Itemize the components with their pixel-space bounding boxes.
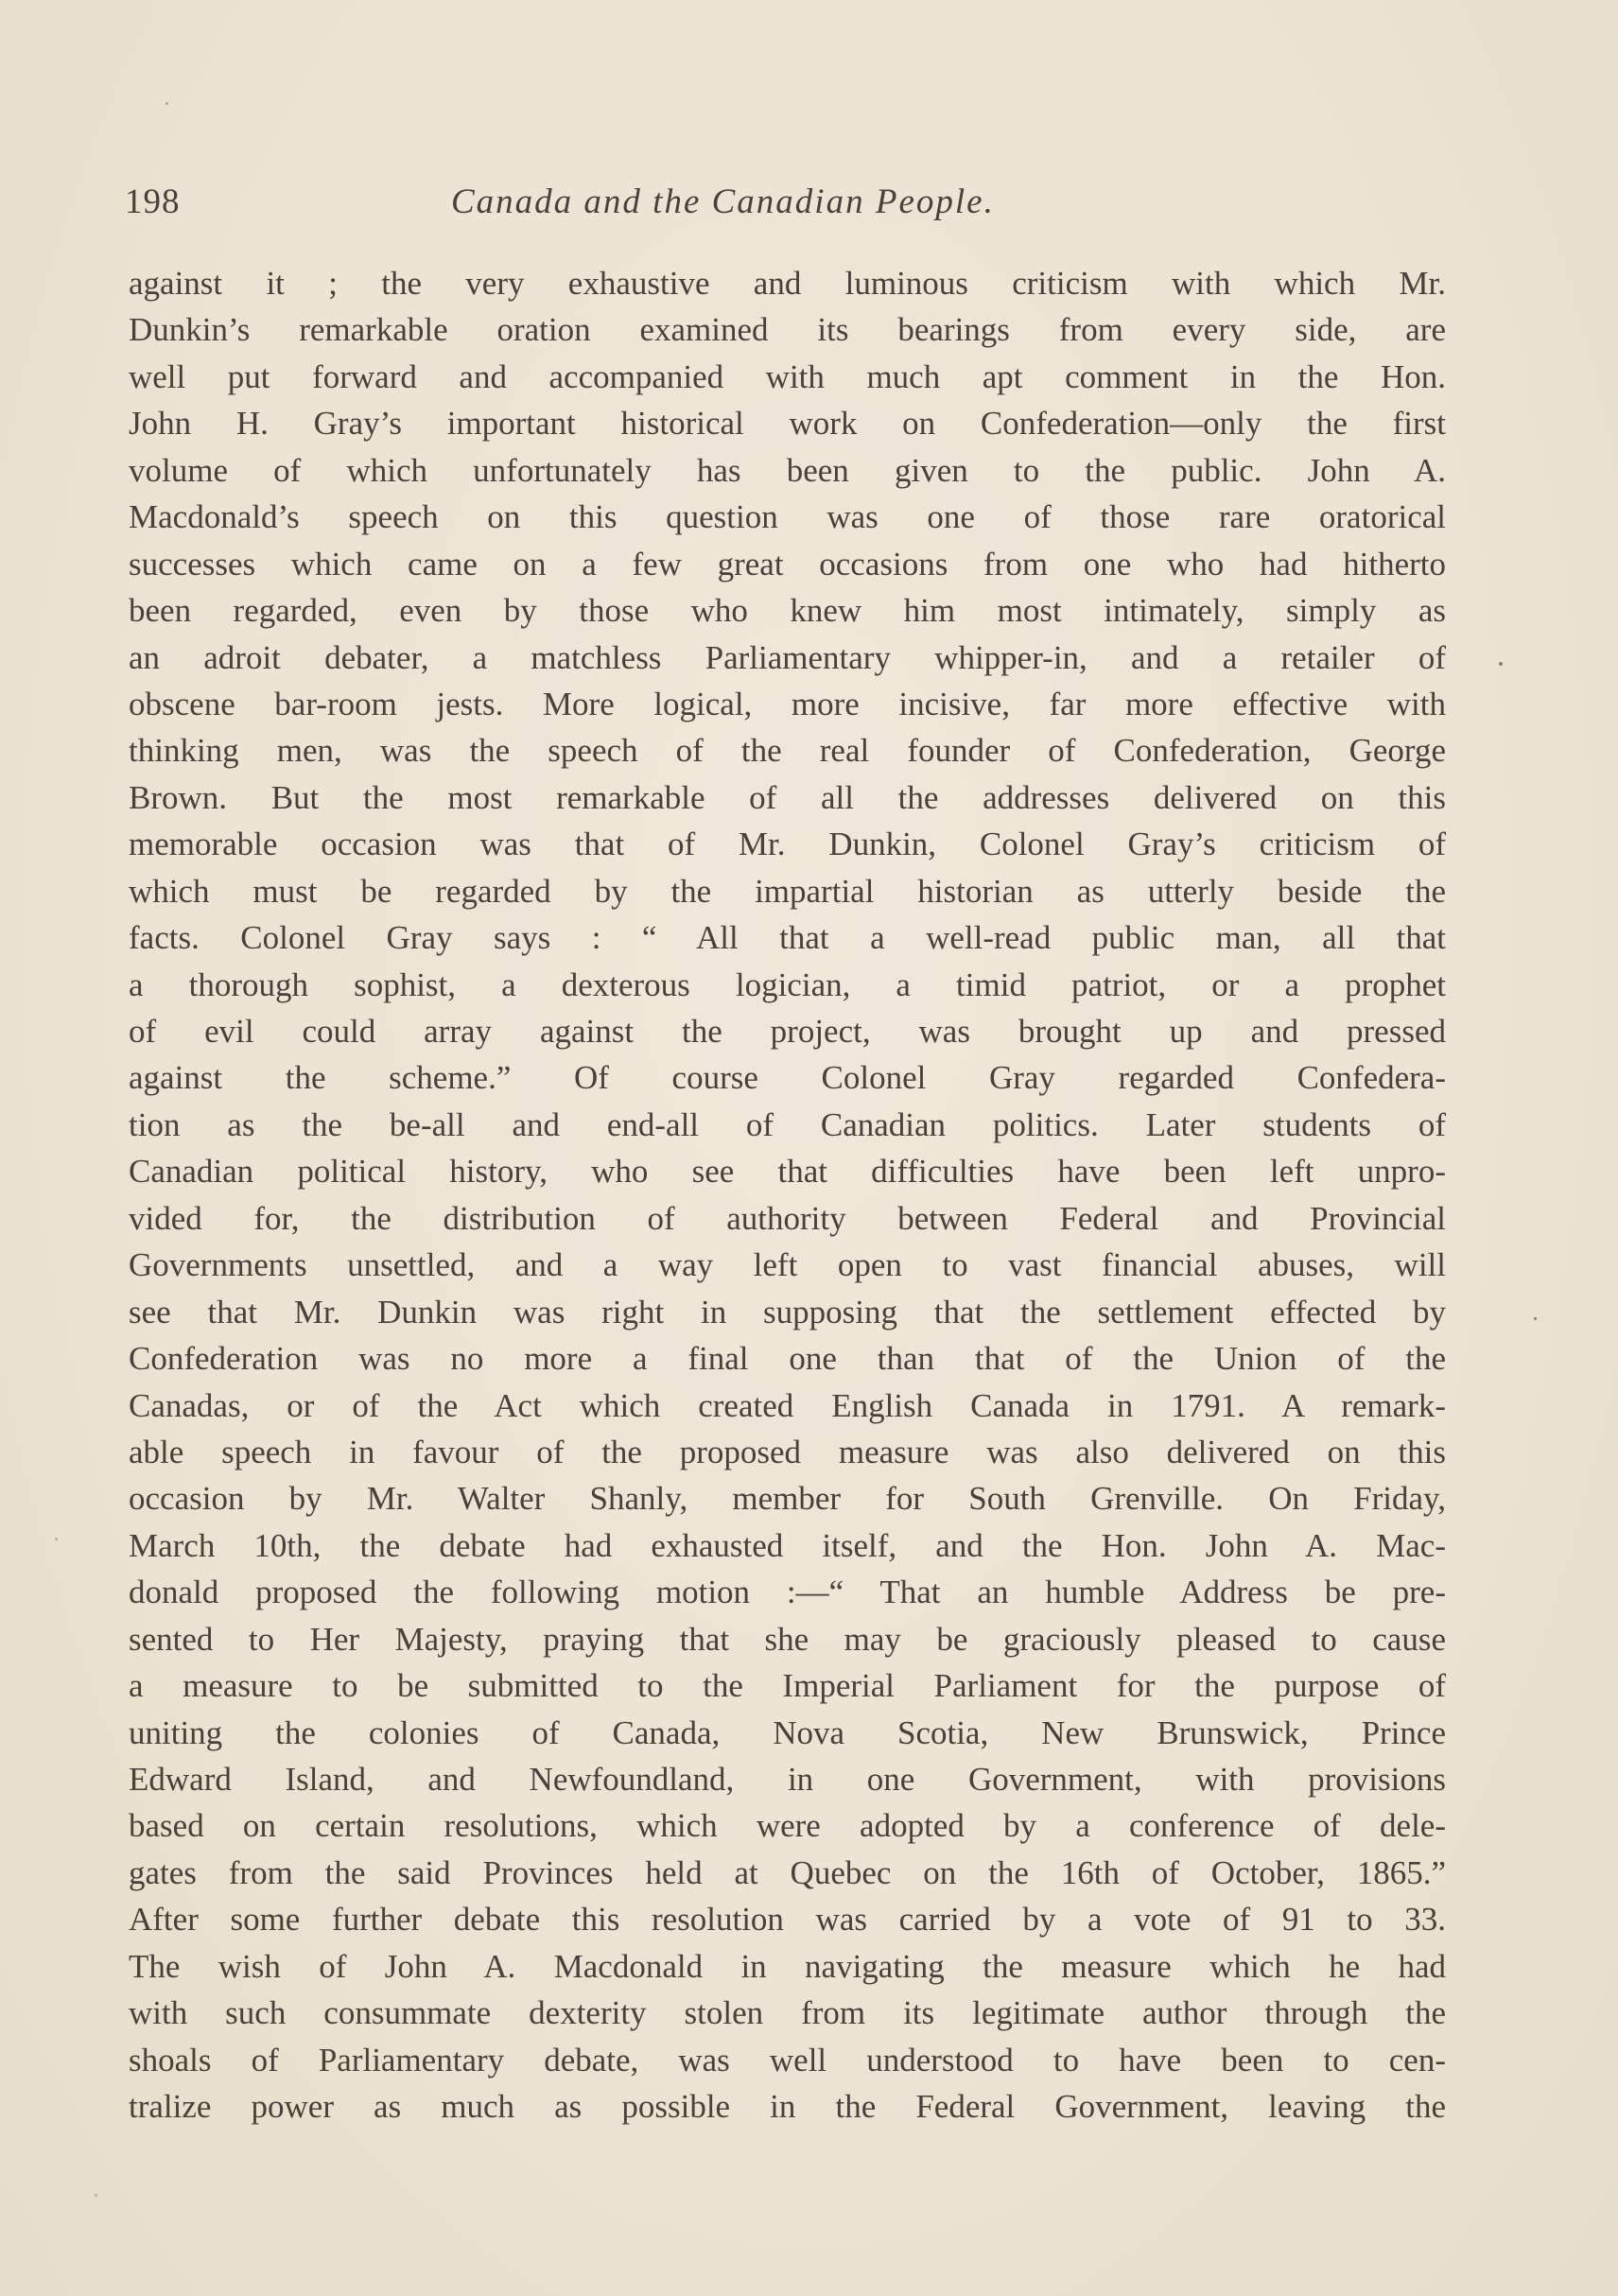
text-line: an adroit debater, a matchless Parliamentary whipper-in, and a retailer of [129,638,1446,676]
text-line: memorable occasion was that of Mr. Dunkin, Colonel Gray’s criticism of [129,826,1446,863]
ink-speck [55,1538,58,1540]
text-line: against the scheme.” Of course Colonel Gray regarded Confedera- [129,1059,1446,1097]
text-line: March 10th, the debate had exhausted itself, and the Hon. John A. Mac- [129,1526,1446,1564]
text-line: see that Mr. Dunkin was right in supposing that the settlement effected by [129,1293,1446,1331]
text-line: shoals of Parliamentary debate, was well understood to have been to cen- [129,2041,1446,2079]
text-line: The wish of John A. Macdonald in navigating the measure which he had [129,1947,1446,1985]
text-line: of evil could array against the project, was brought up and pressed [129,1013,1446,1050]
text-line: Dunkin’s remarkable oration examined its bearings from every side, are [129,311,1446,349]
ink-speck [165,102,168,105]
text-line: tion as the be-all and end-all of Canadian politics. Later students of [129,1105,1446,1143]
text-line: able speech in favour of the proposed measure was also delivered on this [129,1433,1446,1470]
text-line: tralize power as much as possible in the Federal Government, leaving the [129,2088,1446,2126]
text-line: which must be regarded by the impartial historian as utterly beside the [129,872,1446,910]
ink-speck [1534,1317,1537,1320]
text-line: vided for, the distribution of authority between Federal and Provincial [129,1199,1446,1237]
text-line: a measure to be submitted to the Imperial Parliament for the purpose of [129,1667,1446,1705]
running-title: Canada and the Canadian People. [451,183,995,221]
text-line: Governments unsettled, and a way left open to vast financial abuses, will [129,1246,1446,1284]
text-line: well put forward and accompanied with much apt comment in the Hon. [129,357,1446,395]
text-line: Edward Island, and Newfoundland, in one Government, with provisions [129,1761,1446,1798]
text-line: Canadian political history, who see that difficulties have been left unpro- [129,1153,1446,1191]
text-line: with such consummate dexterity stolen from its legitimate author through the [129,1994,1446,2032]
text-line: donald proposed the following motion :—“ That an humble Address be pre- [129,1574,1446,1611]
text-line: Brown. But the most remarkable of all the addresses delivered on this [129,778,1446,816]
text-line: After some further debate this resolution was carried by a vote of 91 to 33. [129,1901,1446,1939]
page-number: 198 [125,183,181,221]
text-line: occasion by Mr. Walter Shanly, member for South Grenville. On Friday, [129,1480,1446,1518]
text-line: Confederation was no more a final one than that of the Union of the [129,1340,1446,1378]
running-head [125,176,1449,229]
text-line: uniting the colonies of Canada, Nova Scotia, New Brunswick, Prince [129,1713,1446,1751]
text-line: based on certain resolutions, which were adopted by a conference of dele- [129,1807,1446,1845]
text-line: sented to Her Majesty, praying that she may be graciously pleased to cause [129,1620,1446,1658]
text-line: obscene bar-room jests. More logical, more incisive, far more effective with [129,685,1446,722]
ink-speck [95,2194,97,2197]
ink-speck [1499,662,1503,666]
text-line: been regarded, even by those who knew him most intimately, simply as [129,592,1446,630]
text-line: against it ; the very exhaustive and luminous criticism with which Mr. [129,265,1446,302]
text-line: facts. Colonel Gray says : “ All that a well-read public man, all that [129,919,1446,957]
text-line: successes which came on a few great occasions from one who had hitherto [129,545,1446,583]
text-line: John H. Gray’s important historical work on Confederation—only the first [129,405,1446,443]
body-text [129,260,1446,2131]
text-line: thinking men, was the speech of the real founder of Confederation, George [129,732,1446,770]
text-line: Macdonald’s speech on this question was one of those rare oratorical [129,498,1446,536]
text-line: Canadas, or of the Act which created English Canada in 1791. A remark- [129,1386,1446,1424]
text-line: gates from the said Provinces held at Quebec on the 16th of October, 1865.” [129,1853,1446,1891]
text-line: volume of which unfortunately has been given to the public. John A. [129,451,1446,489]
text-line: a thorough sophist, a dexterous logician, a timid patriot, or a prophet [129,965,1446,1003]
